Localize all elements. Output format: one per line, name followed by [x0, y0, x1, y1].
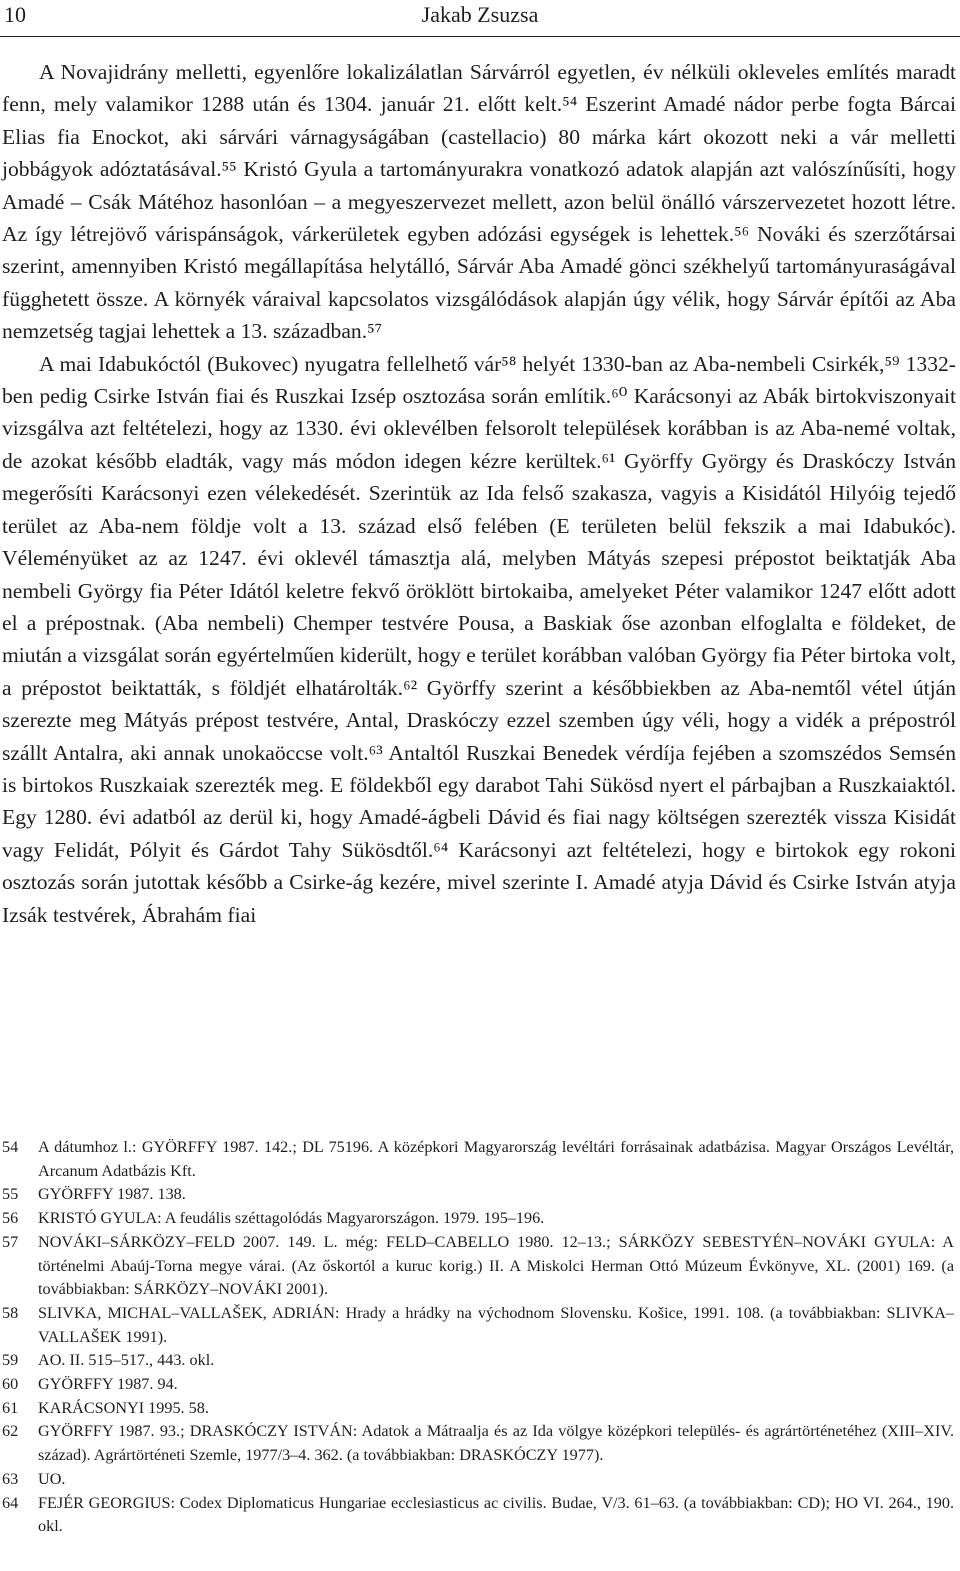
footnote-text: UO. [38, 1469, 66, 1488]
footnote-number: 59 [2, 1351, 19, 1370]
footnote-number: 64 [2, 1493, 19, 1512]
footnote-number: 55 [2, 1185, 19, 1204]
footnote-text: KARÁCSONYI 1995. 58. [38, 1398, 209, 1417]
footnotes [2, 1136, 954, 1539]
footnote [2, 1183, 954, 1207]
footnote [2, 1492, 954, 1539]
running-head: Jakab Zsuzsa [421, 2, 539, 27]
footnote-number: 61 [2, 1398, 19, 1417]
footnote [2, 1373, 954, 1397]
footnote-text: SLIVKA, MICHAL–VALLAŠEK, ADRIÁN: Hrady a hrádky na východnom Slovensku. Košice, 1991. 108. (a továbbiakban: SLIVKA–VALLAŠEK 1991). [38, 1303, 954, 1346]
body-text [2, 56, 956, 931]
footnote-number: 56 [2, 1209, 19, 1228]
footnote [2, 1468, 954, 1492]
footnote-number: 57 [2, 1232, 19, 1251]
footnote-text: FEJÉR GEORGIUS: Codex Diplomaticus Hungariae ecclesiasticus ac civilis. Budae, V/3. 61–63. (a továbbiakban: CD); HO VI. 264., 190. okl. [38, 1493, 954, 1536]
footnote [2, 1349, 954, 1373]
footnote [2, 1397, 954, 1421]
footnote-number: 58 [2, 1303, 19, 1322]
footnote-number: 62 [2, 1422, 19, 1441]
footnote-number: 60 [2, 1375, 19, 1394]
footnote [2, 1302, 954, 1349]
footnote-text: KRISTÓ GYULA: A feudális széttagolódás Magyarországon. 1979. 195–196. [38, 1209, 545, 1228]
paragraph: A mai Idabukóctól (Bukovec) nyugatra fellelhető vár⁵⁸ helyét 1330-ban az Aba-nembeli Csirkék,⁵⁹ 1332-ben pedig Csirke István fiai és Ruszkai Izsép osztozása során említik.⁶⁰ Karácsonyi az Abák birtokviszonyait vizsgálva azt feltételezi, hogy az 1330. évi oklevélben felsorolt települések korábban is az Aba-nemé voltak, de azokat később eladták, vagy más módon idegen kézre kerültek.⁶¹ Györffy György és Draskóczy István megerősíti Karácsonyi ezen vélekedését. Szerintük az Ida felső szakasza, vagyis a Kisidától Hilyóig tejedő terület az Aba-nem földje volt a 13. század első felében (E területen belül fekszik a mai Idabukóc). Véleményüket az az 1247. évi oklevél támasztja alá, melyben Mátyás szepesi prépostot beiktatják Aba nembeli György fia Péter Idától keletre fekvő öröklött birtokaiba, amelyeket Péter valamikor 1247 előtt adott el a prépostnak. (Aba nembeli) Chemper testvére Pousa, a Baskiak őse azonban elfoglalta e földeket, de miután a vizsgálat során egyértelműen kiderült, hogy e terület korábban valóban György fia Péter birtoka volt, a prépostot beiktatták, s földjét elhatárolták.⁶² Györffy szerint a későbbiekben az Aba-nemtől vétel útján szerezte meg Mátyás prépost testvére, Antal, Draskóczy ezzel szemben úgy véli, hogy a vidék a prépostról szállt Antalra, aki annak unokaöccse volt.⁶³ Antaltól Ruszkai Benedek vérdíja fejében a szomszédos Semsén is birtokos Ruszkaiak szerezték meg. E földekből egy darabot Tahi Sükösd nyert el párbajban a Ruszkaiaktól. Egy 1280. évi adatból az derül ki, hogy Amadé-ágbeli Dávid és fiai nagy költségen szerezték vissza Kisidát vagy Felidát, Pólyit és Gárdot Tahy Sükösdtől.⁶⁴ Karácsonyi azt feltételezi, hogy e birtokok egy rokoni osztozás során jutottak később a Csirke-ág kezére, mivel szerinte I. Amadé atyja Dávid és Csirke István atyja Izsák testvérek, Ábrahám fiai [2, 351, 956, 927]
footnote-text: NOVÁKI–SÁRKÖZY–FELD 2007. 149. L. még: FELD–CABELLO 1980. 12–13.; SÁRKÖZY SEBESTYÉN–NOVÁKI GYULA: A történelmi Abaúj-Torna megye várai. (Az őskortól a kuruc korig.) II. A Miskolci Herman Ottó Múzeum Évkönyve, XL. (2001) 169. (a továbbiakban: SÁRKÖZY–NOVÁKI 2001). [38, 1232, 954, 1299]
footnote-text: GYÖRFFY 1987. 94. [38, 1375, 178, 1394]
footnote-text: GYÖRFFY 1987. 93.; DRASKÓCZY ISTVÁN: Adatok a Mátraalja és az Ida völgye középkori település- és agrártörténetéhez (XIII–XIV. század). Agrártörténeti Szemle, 1977/3–4. 362. (a továbbiakban: DRASKÓCZY 1977). [38, 1422, 954, 1465]
footnote-text: GYÖRFFY 1987. 138. [38, 1185, 186, 1204]
page-number: 10 [4, 2, 26, 27]
paragraph: A Novajidrány melletti, egyenlőre lokalizálatlan Sárvárról egyetlen, év nélküli okleveles említés maradt fenn, mely valamikor 1288 után és 1304. január 21. előtt kelt.⁵⁴ Eszerint Amadé nádor perbe fogta Bárcai Elias fia Enockot, aki sárvári várnagyságában (castellacio) 80 márka kárt okozott neki a vár melletti jobbágyok adóztatásával.⁵⁵ Kristó Gyula a tartományurakra vonatkozó adatok alapján azt valószínűsíti, hogy Amadé – Csák Mátéhoz hasonlóan – a megyeszervezet mellett, azon belül önálló várszervezetet hozott létre. Az így létrejövő várispánságok, várkerületek egyben adózási egységek is lehettek.⁵⁶ Nováki és szerzőtársai szerint, amennyiben Kristó megállapítása helytálló, Sárvár Aba Amadé gönci székhelyű tartományuraságával függhetett össze. A környék váraival kapcsolatos vizsgálódások alapján úgy vélik, hogy Sárvár építői az Aba nemzetség tagjai lehettek a 13. században.⁵⁷ [2, 60, 956, 344]
footnote [2, 1420, 954, 1467]
footnote-number: 63 [2, 1469, 19, 1488]
footnote-text: AO. II. 515–517., 443. okl. [38, 1351, 215, 1370]
footnote [2, 1136, 954, 1183]
footnote-text: A dátumhoz l.: GYÖRFFY 1987. 142.; DL 75196. A középkori Magyarország levéltári forrásainak adatbázisa. Magyar Országos Levéltár, Arcanum Adatbázis Kft. [38, 1138, 954, 1180]
footnote [2, 1207, 954, 1231]
footnote [2, 1231, 954, 1302]
page-header [0, 0, 960, 37]
footnote-number: 54 [2, 1138, 19, 1156]
